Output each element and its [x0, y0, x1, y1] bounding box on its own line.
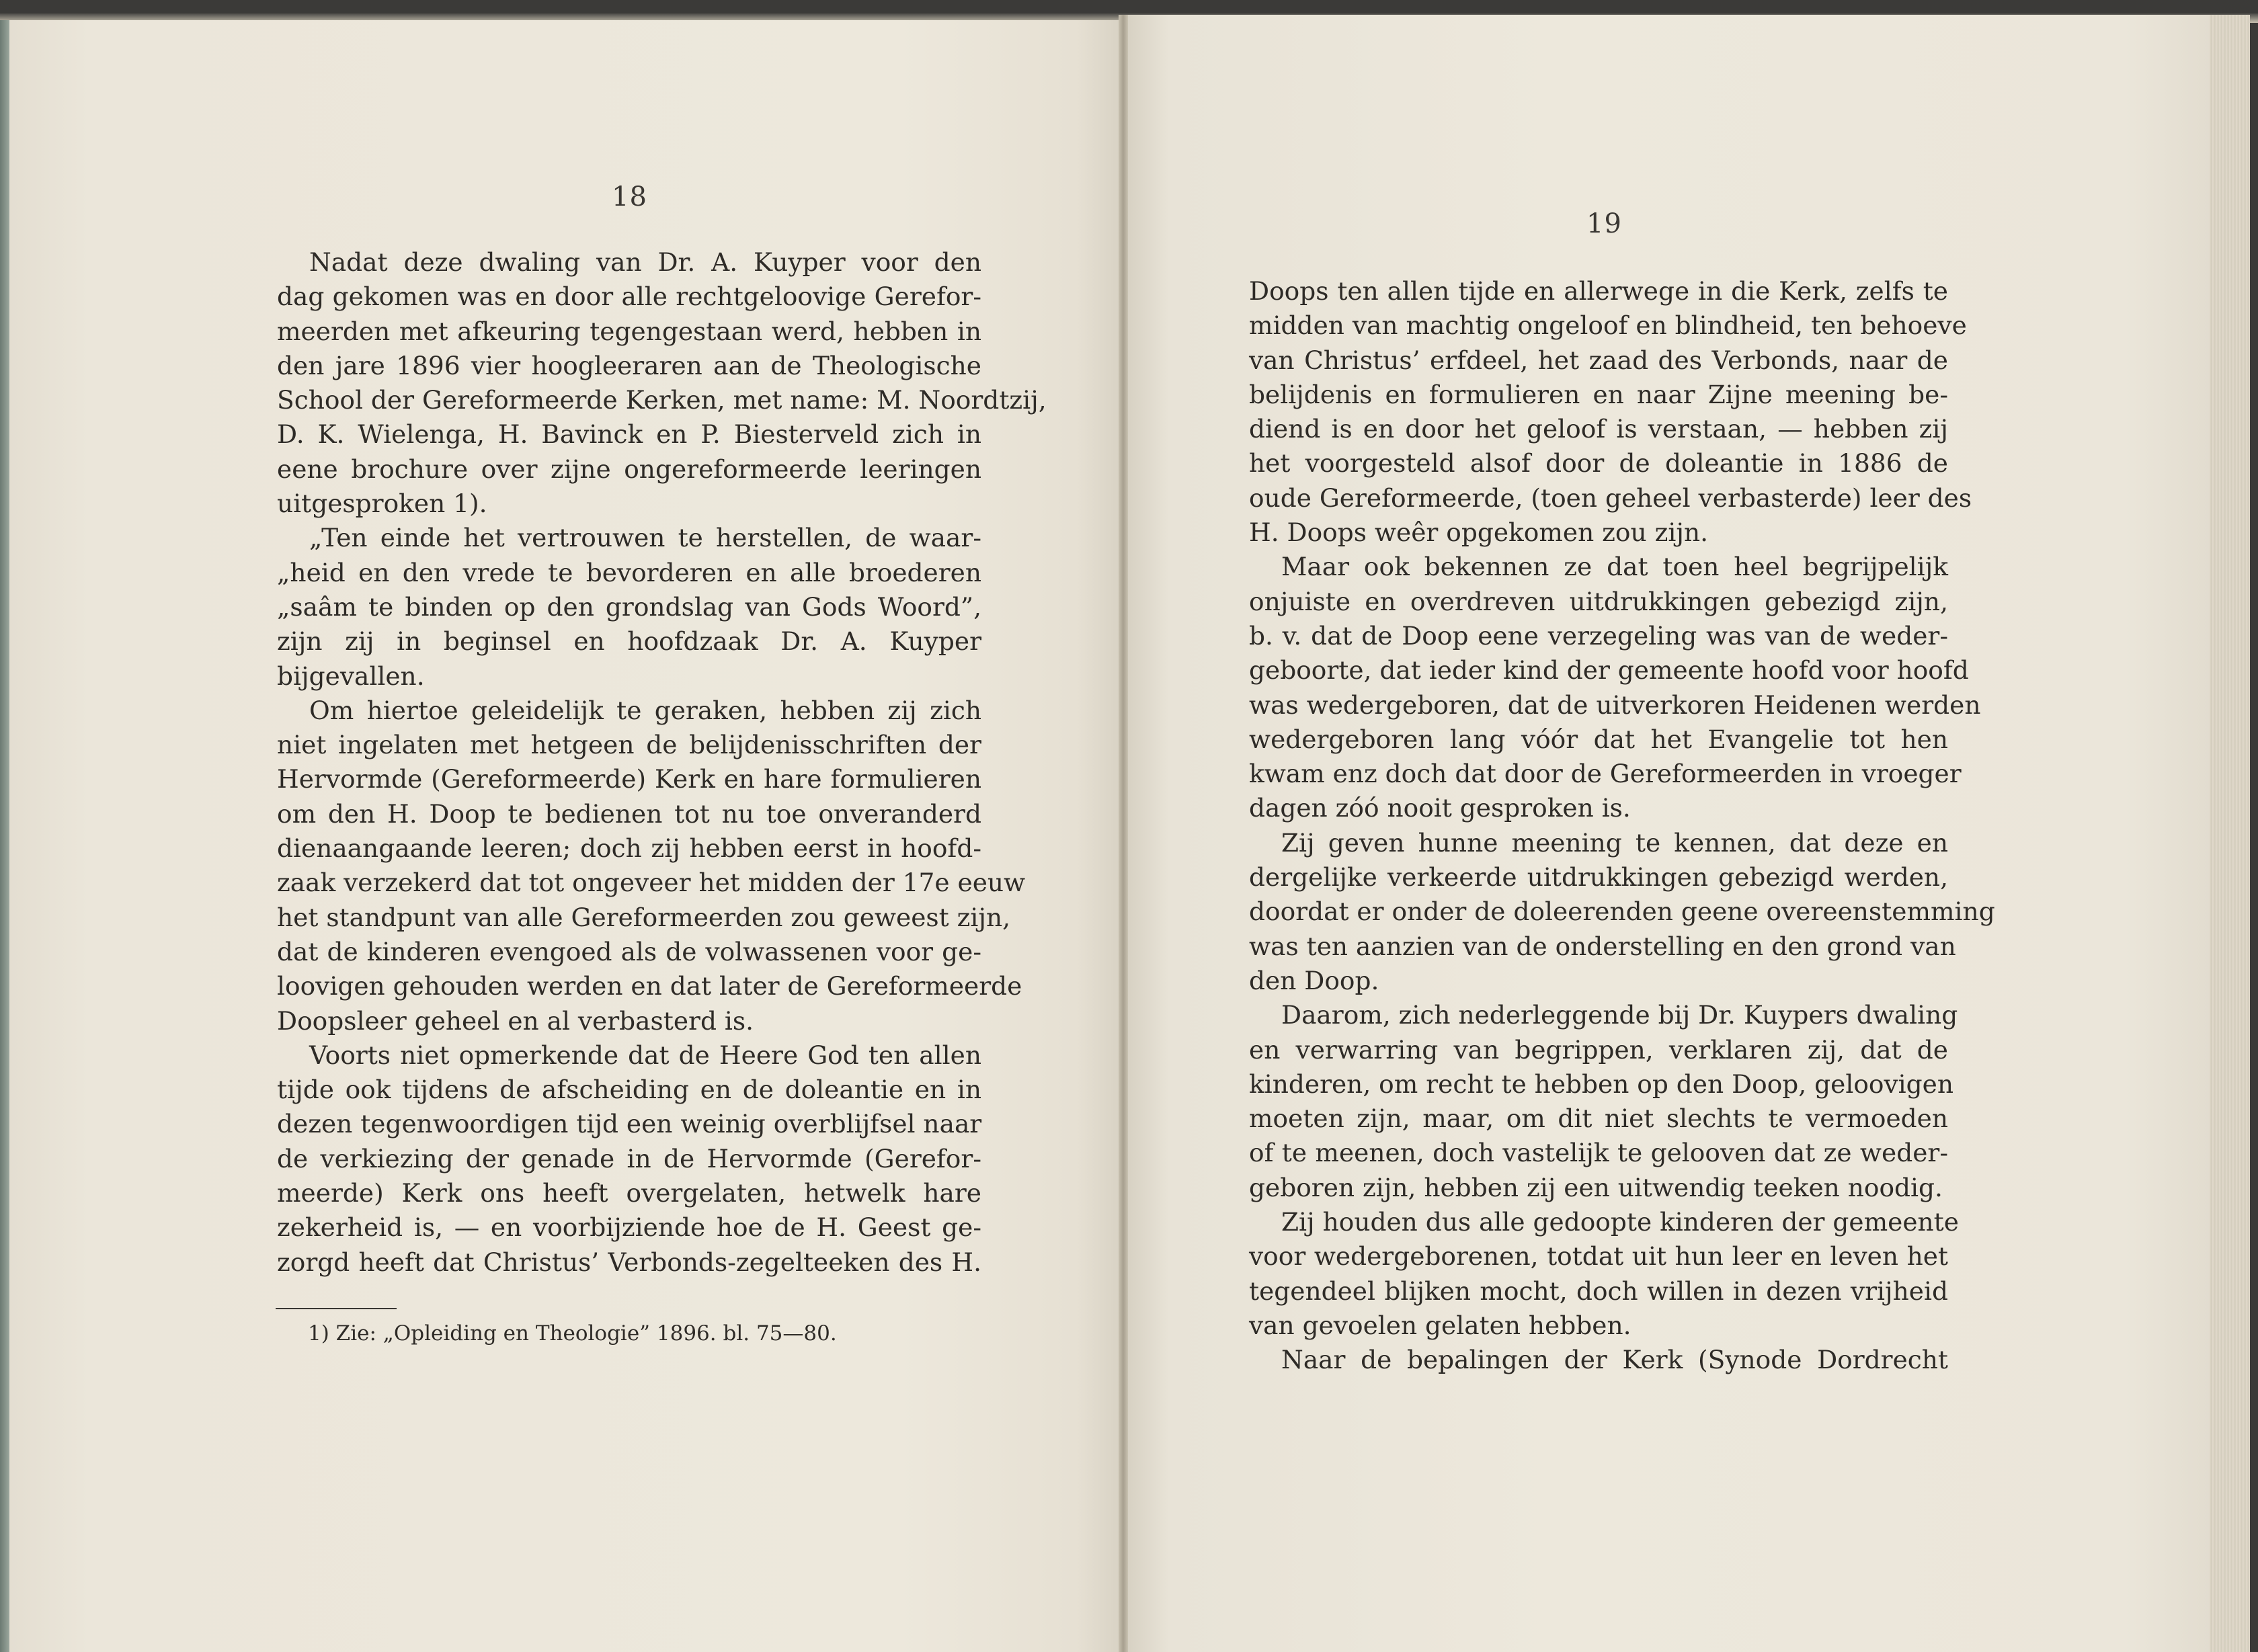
text-line: zorgd heeft dat Christus’ Verbonds-zegelteeken des H.: [277, 1247, 981, 1277]
text-line: van gevoelen gelaten hebben.: [1249, 1310, 1631, 1340]
text-line: dezen tegenwoordigen tijd een weinig overblijfsel naar: [277, 1109, 982, 1139]
book-gutter: [1119, 15, 1128, 1652]
text-line: midden van machtig ongeloof en blindheid, ten behoeve: [1249, 311, 1967, 341]
text-line: zijn zij in beginsel en hoofdzaak Dr. A. Kuyper: [277, 626, 981, 657]
text-line: Doops ten allen tijde en allerwege in die Kerk, zelfs te: [1249, 276, 1948, 306]
text-line: Nadat deze dwaling van Dr. A. Kuyper voor den: [309, 247, 981, 277]
text-line: wedergeboren lang vóór dat het Evangelie tot hen: [1249, 724, 1948, 754]
left-page-body: [277, 245, 1047, 1280]
text-line: Hervormde (Gereformeerde) Kerk en hare formulieren: [277, 764, 981, 794]
text-line: dienaangaande leeren; doch zij hebben eerst in hoofd-: [277, 833, 981, 864]
text-line: den jare 1896 vier hoogleeraren aan de Theologische: [277, 350, 981, 380]
text-line: tegendeel blijken mocht, doch willen in dezen vrijheid: [1249, 1276, 1948, 1306]
text-line: diend is en door het geloof is verstaan, — hebben zij: [1249, 414, 1948, 444]
text-line: zaak verzekerd dat tot ongeveer het midden der 17e eeuw: [277, 868, 1026, 898]
text-line: eene brochure over zijne ongereformeerde leeringen: [277, 454, 981, 484]
text-line: was ten aanzien van de onderstelling en den grond van: [1249, 931, 1956, 961]
text-line: van Christus’ erfdeel, het zaad des Verbonds, naar de: [1249, 345, 1948, 375]
text-line: Daarom, zich nederleggende bij Dr. Kuypers dwaling: [1281, 1000, 1958, 1030]
text-line: oude Gereformeerde, (toen geheel verbasterde) leer des: [1249, 483, 1972, 513]
text-line: onjuiste en overdreven uitdrukkingen gebezigd zijn,: [1249, 586, 1948, 616]
text-line: b. v. dat de Doop eene verzegeling was van de weder-: [1249, 620, 1948, 651]
text-line: Doopsleer geheel en al verbasterd is.: [277, 1005, 754, 1036]
text-line: D. K. Wielenga, H. Bavinck en P. Biesterveld zich in: [277, 419, 981, 450]
text-line: geboren zijn, hebben zij een uitwendig teeken noodig.: [1249, 1172, 1943, 1202]
footnote-rule: [276, 1308, 397, 1309]
text-line: dergelijke verkeerde uitdrukkingen gebezigd werden,: [1249, 862, 1948, 893]
text-line: moeten zijn, maar, om dit niet slechts te vermoeden: [1249, 1104, 1948, 1134]
text-line: H. Doops weêr opgekomen zou zijn.: [1249, 518, 1709, 548]
left-cover-edge: [0, 20, 9, 1652]
text-line: „Ten einde het vertrouwen te herstellen, de waar-: [309, 523, 981, 553]
right-page-number: 19: [1586, 208, 1622, 239]
text-line: geboorte, dat ieder kind der gemeente hoofd voor hoofd: [1249, 655, 1969, 686]
text-line: het voorgesteld alsof door de doleantie in 1886 de: [1249, 448, 1948, 479]
text-line: „saâm te binden op den grondslag van Gods Woord”,: [277, 591, 981, 622]
text-line: en verwarring van begrippen, verklaren zij, dat de: [1249, 1034, 1948, 1065]
text-line: Om hiertoe geleidelijk te geraken, hebben zij zich: [309, 695, 981, 725]
text-line: School der Gereformeerde Kerken, met name: M. Noordtzij,: [277, 385, 1047, 415]
text-line: kinderen, om recht te hebben op den Doop, geloovigen: [1249, 1069, 1954, 1099]
text-line: Voorts niet opmerkende dat de Heere God ten allen: [309, 1040, 981, 1070]
text-line: meerden met afkeuring tegengestaan werd, hebben in: [277, 316, 981, 346]
text-line: dag gekomen was en door alle rechtgeloovige Gerefor-: [277, 282, 981, 312]
text-line: voor wedergeborenen, totdat uit hun leer en leven het: [1249, 1241, 1948, 1272]
text-line: tijde ook tijdens de afscheiding en de doleantie en in: [277, 1075, 981, 1105]
page-stack-edge: [2210, 15, 2250, 1652]
left-page-number: 18: [612, 181, 647, 212]
text-line: of te meenen, doch vastelijk te gelooven dat ze weder-: [1249, 1138, 1948, 1168]
text-line: zekerheid is, — en voorbijziende hoe de H. Geest ge-: [277, 1212, 981, 1243]
text-line: uitgesproken 1).: [277, 489, 487, 519]
text-line: meerde) Kerk ons heeft overgelaten, hetwelk hare: [277, 1178, 981, 1208]
text-line: „heid en den vrede te bevorderen en alle broederen: [277, 557, 981, 587]
text-line: dat de kinderen evengoed als de volwassenen voor ge-: [277, 936, 981, 966]
right-page-body: [1249, 274, 1995, 1378]
text-line: belijdenis en formulieren en naar Zijne meening be-: [1249, 379, 1948, 409]
text-line: dagen zóó nooit gesproken is.: [1249, 793, 1631, 823]
text-line: om den H. Doop te bedienen tot nu toe onveranderd: [277, 798, 981, 829]
text-line: niet ingelaten met hetgeen de belijdenisschriften der: [277, 730, 981, 760]
text-line: was wedergeboren, dat de uitverkoren Heidenen werden: [1249, 690, 1981, 720]
text-line: doordat er onder de doleerenden geene overeenstemming: [1249, 897, 1995, 927]
text-line: den Doop.: [1249, 965, 1379, 995]
text-line: Zij geven hunne meening te kennen, dat deze en: [1281, 827, 1948, 858]
text-line: de verkiezing der genade in de Hervormde (Gerefor-: [277, 1143, 981, 1173]
text-line: bijgevallen.: [277, 661, 425, 691]
left-page-footnote: 1) Zie: „Opleiding en Theologie” 1896. bl. 75—80.: [308, 1321, 837, 1346]
text-line: het standpunt van alle Gereformeerden zou geweest zijn,: [277, 902, 1011, 932]
text-line: Zij houden dus alle gedoopte kinderen der gemeente: [1281, 1207, 1959, 1237]
text-line: Maar ook bekennen ze dat toen heel begrijpelijk: [1281, 552, 1948, 582]
text-line: kwam enz doch dat door de Gereformeerden in vroeger: [1249, 759, 1962, 789]
text-line: loovigen gehouden werden en dat later de Gereformeerde: [277, 971, 1022, 1001]
text-line: Naar de bepalingen der Kerk (Synode Dordrecht: [1281, 1345, 1948, 1375]
